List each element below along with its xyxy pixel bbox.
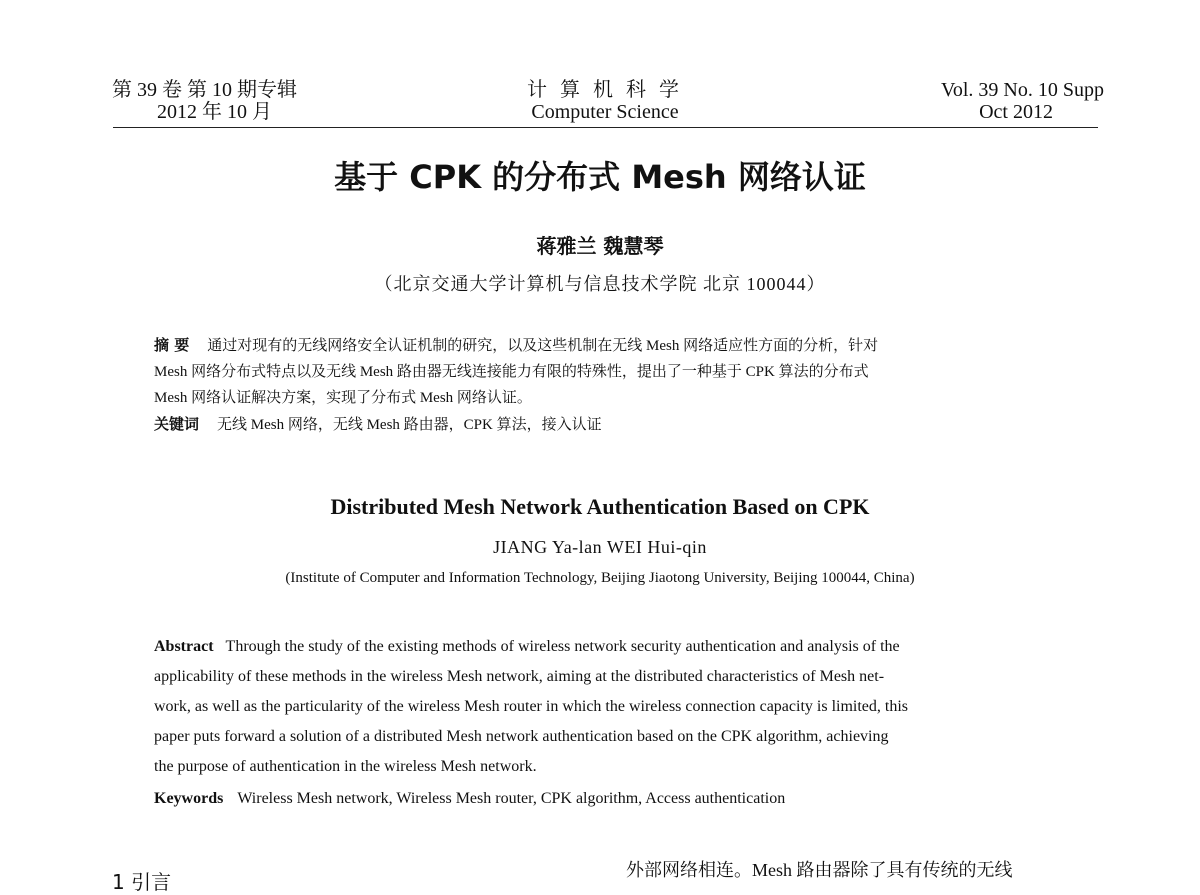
header-volume: 第 39 卷 第 10 期专辑	[112, 79, 297, 101]
header-journal-en: Computer Science	[531, 101, 679, 123]
keywords-en-label: Keywords	[154, 790, 224, 807]
paper-title-cn: 基于 CPK 的分布式 Mesh 网络认证	[334, 158, 866, 196]
keywords-en	[154, 790, 785, 808]
keywords-cn-text: 无线 Mesh 网络，无线 Mesh 路由器，CPK 算法，接入认证	[217, 417, 602, 433]
abstract-en-line-1: Through the study of the existing methods of wireless network security authentication and analysis of the	[225, 638, 900, 655]
keywords-en-text: Wireless Mesh network, Wireless Mesh router, CPK algorithm, Access authentication	[237, 790, 786, 807]
affiliation-cn: （北京交通大学计算机与信息技术学院 北京 100044）	[374, 274, 826, 294]
header-date-cn: 2012 年 10 月	[157, 101, 272, 123]
abstract-cn-line-3: Mesh 网络认证解决方案，实现了分布式 Mesh 网络认证。	[154, 390, 532, 406]
authors-cn: 蒋雅兰 魏慧琴	[536, 234, 664, 258]
abstract-en	[154, 632, 1064, 782]
abstract-en-line-3: work, as well as the particularity of the wireless Mesh router in which the wireless connection capacity is limited, this	[154, 698, 909, 715]
authors-en: JIANG Ya-lan WEI Hui-qin	[493, 537, 707, 557]
header-rule	[113, 127, 1098, 128]
abstract-cn-line-1: 通过对现有的无线网络安全认证机制的研究，以及这些机制在无线 Mesh 网络适应性方面的分析，针对	[207, 338, 879, 354]
affiliation-en: (Institute of Computer and Information Technology, Beijing Jiaotong University, Beijing 100044, China)	[285, 570, 915, 586]
body-text-right-column: 外部网络相连。Mesh 路由器除了具有传统的无线	[626, 860, 1013, 880]
abstract-cn-label: 摘 要	[154, 336, 190, 354]
header-date-en: Oct 2012	[979, 101, 1053, 123]
abstract-cn-line-2: Mesh 网络分布式特点以及无线 Mesh 路由器无线连接能力有限的特殊性，提出了一种基于 CPK 算法的分布式	[154, 364, 869, 380]
abstract-en-line-2: applicability of these methods in the wireless Mesh network, aiming at the distributed characteristics of Mesh net-	[154, 668, 885, 685]
keywords-cn-label: 关键词	[154, 415, 200, 433]
abstract-en-line-5: the purpose of authentication in the wireless Mesh network.	[154, 758, 537, 775]
section-heading-intro: 1 引言	[112, 870, 172, 894]
header-journal-cn: 计 算 机 科 学	[527, 79, 683, 101]
header-volume-en: Vol. 39 No. 10 Supp	[941, 79, 1104, 101]
abstract-en-label: Abstract	[154, 638, 214, 655]
abstract-cn	[154, 332, 1064, 438]
abstract-en-line-4: paper puts forward a solution of a distributed Mesh network authentication based on the CPK algorithm, achieving	[154, 728, 889, 745]
paper-title-en: Distributed Mesh Network Authentication Based on CPK	[330, 494, 870, 519]
